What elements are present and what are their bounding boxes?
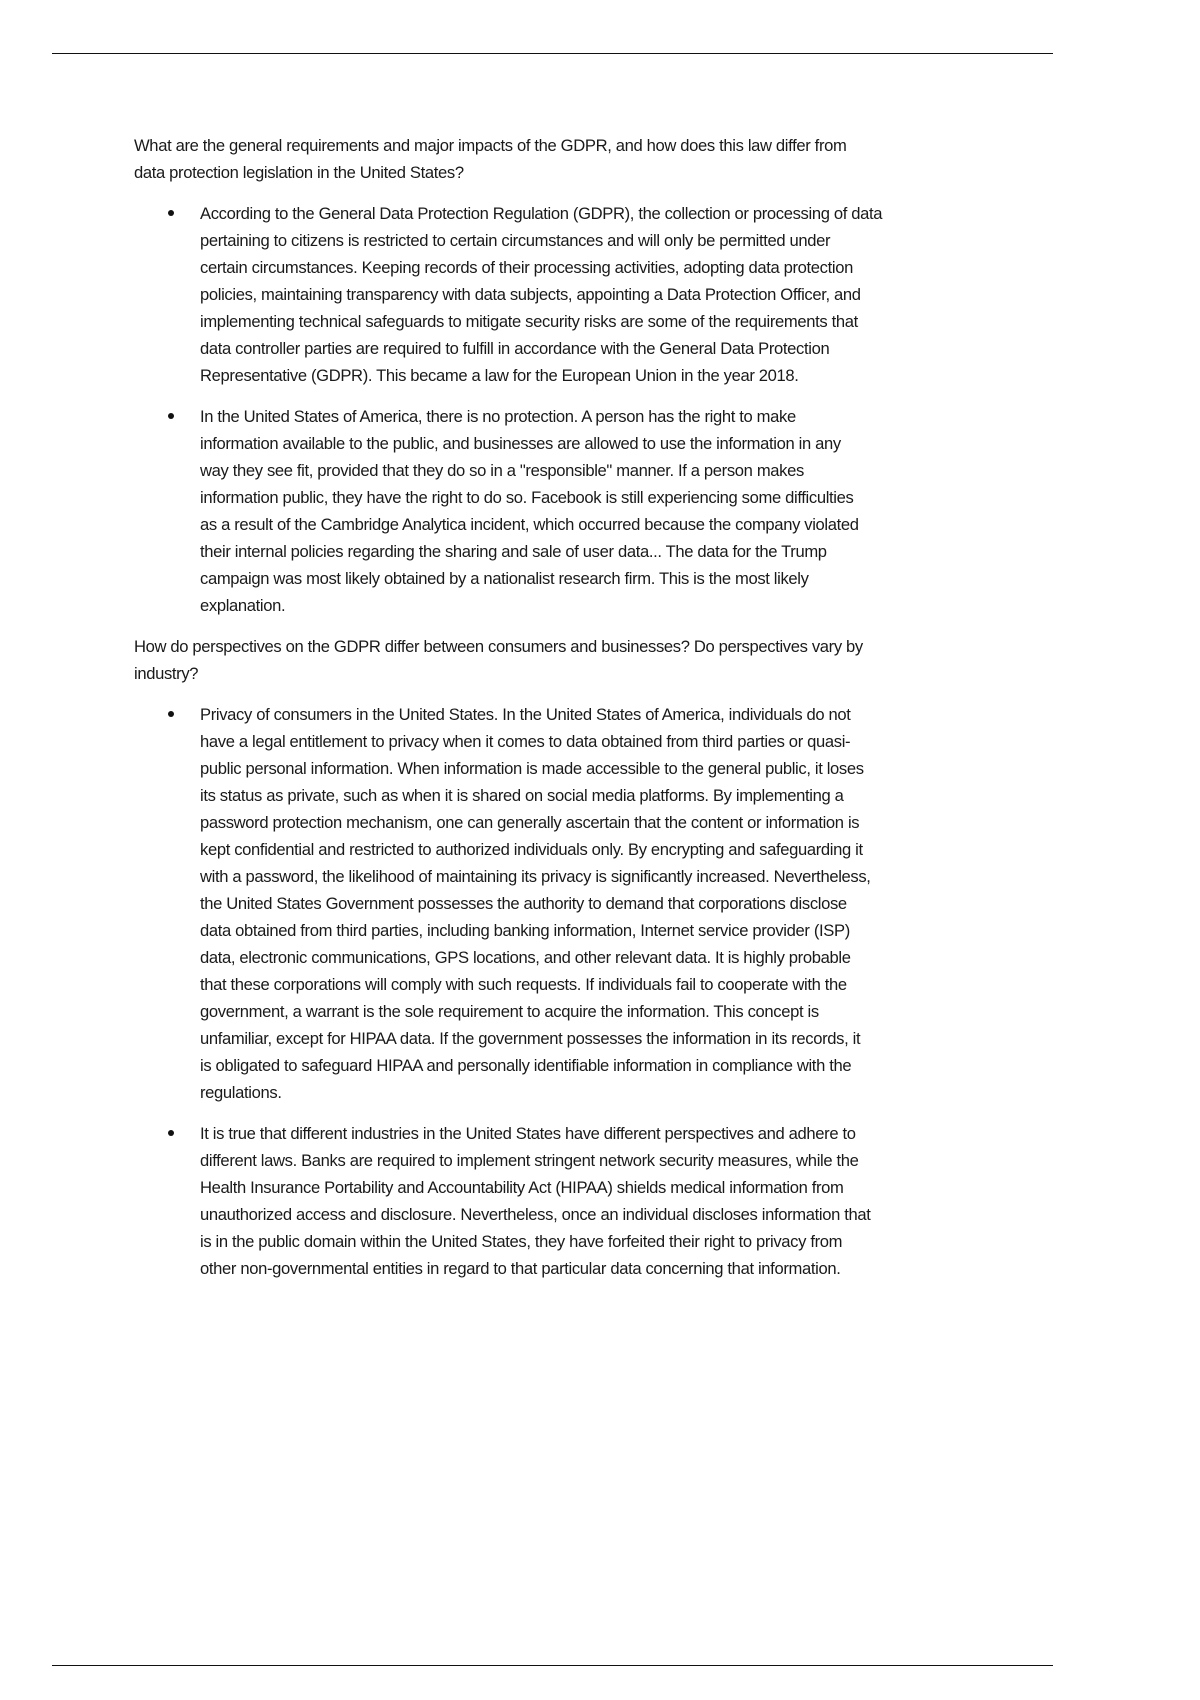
paragraph-line: Privacy of consumers in the United States. In the United States of America, individuals do not	[200, 705, 851, 724]
bullet-paragraph	[134, 200, 1034, 389]
paragraph-line: data obtained from third parties, including banking information, Internet service provider (ISP)	[200, 921, 850, 940]
paragraph-line: certain circumstances. Keeping records of their processing activities, adopting data protection	[200, 258, 853, 277]
paragraph-line: have a legal entitlement to privacy when it comes to data obtained from third parties or quasi-	[200, 732, 851, 751]
paragraph-line: Health Insurance Portability and Accountability Act (HIPAA) shields medical information from	[200, 1178, 844, 1197]
header-rule	[52, 53, 1053, 54]
paragraph-line: is obligated to safeguard HIPAA and personally identifiable information in compliance with the	[200, 1056, 852, 1075]
bullet-icon	[168, 210, 174, 216]
question-line: industry?	[134, 664, 199, 683]
paragraph-line: data controller parties are required to fulfill in accordance with the General Data Protection	[200, 339, 830, 358]
paragraph-line: regulations.	[200, 1083, 282, 1102]
paragraph-line: other non-governmental entities in regard to that particular data concerning that information.	[200, 1259, 841, 1278]
question-line: What are the general requirements and major impacts of the GDPR, and how does this law differ from	[134, 136, 847, 155]
paragraph-line: kept confidential and restricted to authorized individuals only. By encrypting and safeguarding it	[200, 840, 863, 859]
paragraph-line: as a result of the Cambridge Analytica incident, which occurred because the company violated	[200, 515, 859, 534]
paragraph-line: information public, they have the right to do so. Facebook is still experiencing some difficulties	[200, 488, 854, 507]
bullet-paragraph	[134, 403, 1034, 619]
footer-rule	[52, 1665, 1053, 1666]
bullet-icon	[168, 711, 174, 717]
paragraph-line: Representative (GDPR). This became a law for the European Union in the year 2018.	[200, 366, 799, 385]
question-line: How do perspectives on the GDPR differ between consumers and businesses? Do perspectives vary by	[134, 637, 863, 656]
paragraph-line: is in the public domain within the United States, they have forfeited their right to privacy from	[200, 1232, 843, 1251]
paragraph-line: policies, maintaining transparency with data subjects, appointing a Data Protection Officer, and	[200, 285, 861, 304]
document-body	[134, 132, 1034, 1296]
paragraph-line: According to the General Data Protection Regulation (GDPR), the collection or processing of data	[200, 204, 883, 223]
paragraph-line: unauthorized access and disclosure. Nevertheless, once an individual discloses information that	[200, 1205, 871, 1224]
paragraph-line: public personal information. When information is made accessible to the general public, it loses	[200, 759, 864, 778]
paragraph-line: pertaining to citizens is restricted to certain circumstances and will only be permitted under	[200, 231, 831, 250]
paragraph-line: information available to the public, and businesses are allowed to use the information in any	[200, 434, 841, 453]
paragraph-line: explanation.	[200, 596, 286, 615]
paragraph-line: password protection mechanism, one can generally ascertain that the content or information is	[200, 813, 860, 832]
question-heading	[134, 633, 1034, 687]
paragraph-line: campaign was most likely obtained by a nationalist research firm. This is the most likely	[200, 569, 809, 588]
bullet-icon	[168, 413, 174, 419]
paragraph-line: unfamiliar, except for HIPAA data. If the government possesses the information in its records, it	[200, 1029, 861, 1048]
paragraph-line: its status as private, such as when it is shared on social media platforms. By implementing a	[200, 786, 844, 805]
paragraph-line: their internal policies regarding the sharing and sale of user data... The data for the Trump	[200, 542, 827, 561]
paragraph-line: the United States Government possesses the authority to demand that corporations disclose	[200, 894, 847, 913]
paragraph-line: way they see fit, provided that they do so in a "responsible" manner. If a person makes	[200, 461, 804, 480]
bullet-paragraph	[134, 1120, 1034, 1282]
paragraph-line: different laws. Banks are required to implement stringent network security measures, while the	[200, 1151, 859, 1170]
paragraph-line: with a password, the likelihood of maintaining its privacy is significantly increased. Nevertheless,	[200, 867, 871, 886]
paragraph-line: In the United States of America, there is no protection. A person has the right to make	[200, 407, 796, 426]
paragraph-line: It is true that different industries in the United States have different perspectives and adhere to	[200, 1124, 856, 1143]
paragraph-line: that these corporations will comply with such requests. If individuals fail to cooperate with the	[200, 975, 847, 994]
paragraph-line: implementing technical safeguards to mitigate security risks are some of the requirements that	[200, 312, 858, 331]
bullet-paragraph	[134, 701, 1034, 1106]
question-heading	[134, 132, 1034, 186]
paragraph-line: data, electronic communications, GPS locations, and other relevant data. It is highly probable	[200, 948, 851, 967]
bullet-icon	[168, 1130, 174, 1136]
question-line: data protection legislation in the United States?	[134, 163, 464, 182]
paragraph-line: government, a warrant is the sole requirement to acquire the information. This concept is	[200, 1002, 819, 1021]
